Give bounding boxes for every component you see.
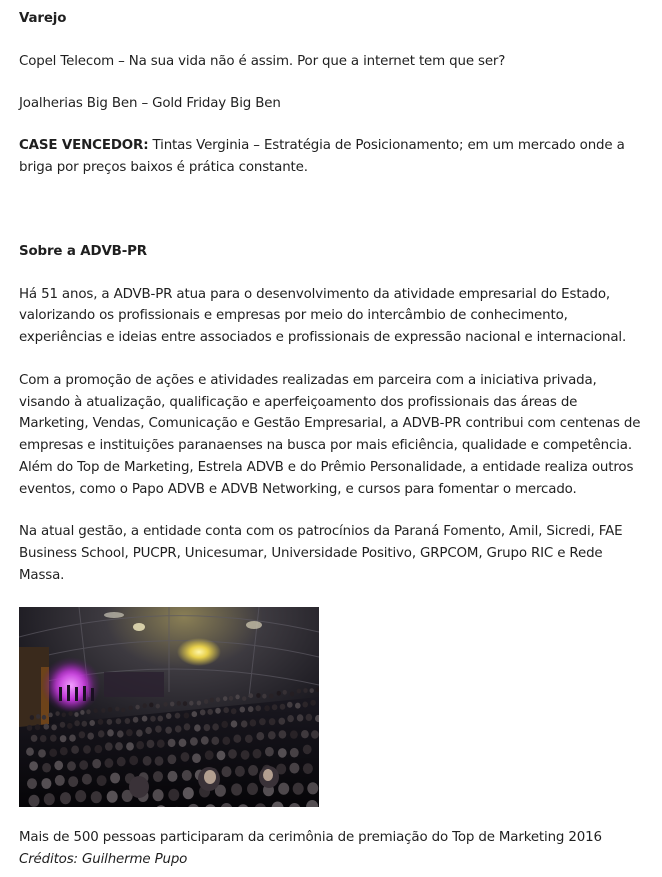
paragraph-line: Na atual gestão, a entidade conta com os patrocínios da Paraná Fomento, Amil, Sicredi, FAE (19, 524, 623, 539)
paragraph-line: Há 51 anos, a ADVB-PR atua para o desenvolvimento da atividade empresarial do Estado, (19, 287, 610, 302)
paragraph-line: visando à atualização, qualificação e aperfeiçoamento dos profissionais das áreas de (19, 395, 578, 410)
winner-line-2: briga por preços baixos é prática constante. (19, 160, 308, 175)
section-heading-varejo: Varejo (19, 11, 67, 26)
paragraph-line: Além do Top de Marketing, Estrela ADVB e do Prêmio Personalidade, a entidade realiza outros (19, 460, 634, 475)
winner-text: Tintas Verginia – Estratégia de Posicionamento; em um mercado onde a (148, 138, 625, 153)
photo-credit: Créditos: Guilherme Pupo (19, 852, 188, 867)
photo-caption: Mais de 500 pessoas participaram da cerimônia de premiação do Top de Marketing 2016 (19, 830, 602, 845)
winner-label: CASE VENCEDOR: (19, 138, 149, 153)
paragraph-line: Massa. (19, 568, 65, 583)
paragraph-line: valorizando os profissionais e empresas por meio do intercâmbio de conhecimento, (19, 308, 568, 323)
paragraph-line: Com a promoção de ações e atividades realizadas em parceira com a iniciativa privada, (19, 373, 597, 388)
paragraph-line: Marketing, Vendas, Comunicação e Gestão Empresarial, a ADVB-PR contribui com centenas de (19, 416, 641, 431)
event-photo (19, 607, 319, 807)
paragraph-line: experiências e ideias entre associados e profissionais de expressão nacional e internacional. (19, 330, 627, 345)
entry-big-ben: Joalherias Big Ben – Gold Friday Big Ben (19, 96, 281, 111)
paragraph-line: eventos, como o Papo ADVB e ADVB Networking, e cursos para fomentar o mercado. (19, 482, 577, 497)
entry-copel: Copel Telecom – Na sua vida não é assim. Por que a internet tem que ser? (19, 54, 506, 69)
paragraph-line: Business School, PUCPR, Unicesumar, Universidade Positivo, GRPCOM, Grupo RIC e Rede (19, 546, 603, 561)
paragraph-line: empresas e instituições paranaenses na busca por mais eficiência, qualidade e competência. (19, 438, 632, 453)
winner-line-1 (19, 135, 625, 157)
section-heading-about: Sobre a ADVB-PR (19, 244, 147, 259)
